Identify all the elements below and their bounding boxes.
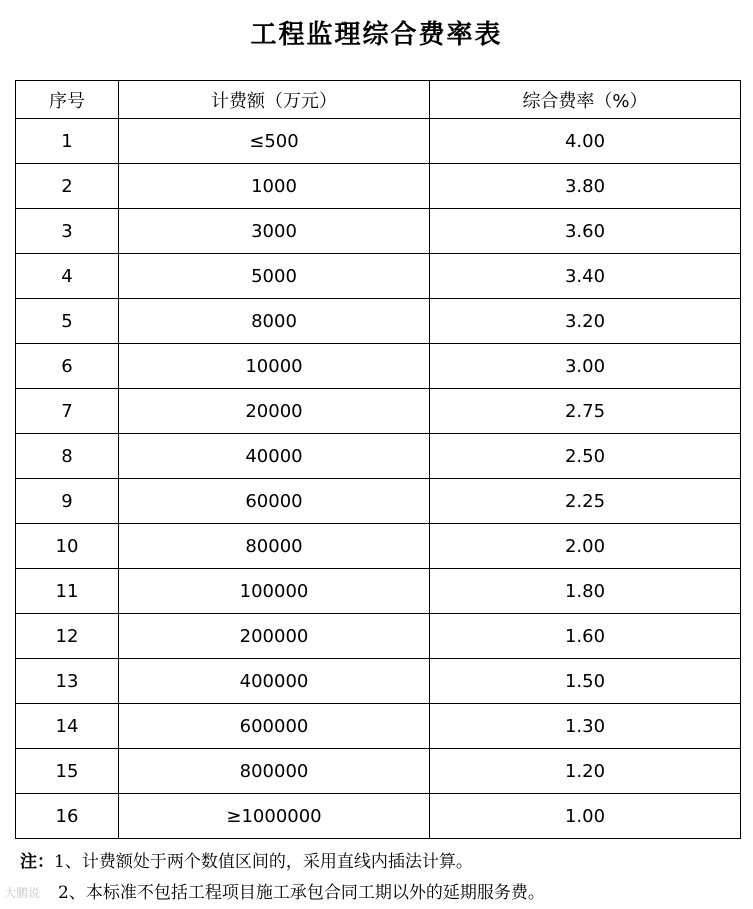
header-fee-amount: 计费额（万元） xyxy=(119,81,430,119)
cell-rate: 3.20 xyxy=(430,299,741,344)
table-row xyxy=(16,659,741,704)
note-line-1 xyxy=(20,847,740,878)
table-row xyxy=(16,299,741,344)
cell-rate: 1.50 xyxy=(430,659,741,704)
table-row xyxy=(16,479,741,524)
cell-rate: 1.60 xyxy=(430,614,741,659)
cell-rate: 2.75 xyxy=(430,389,741,434)
table-row xyxy=(16,209,741,254)
cell-fee-amount: ≥1000000 xyxy=(119,794,430,839)
header-rate: 综合费率（%） xyxy=(430,81,741,119)
page-title: 工程监理综合费率表 xyxy=(250,20,503,50)
table-row xyxy=(16,794,741,839)
cell-rate: 1.30 xyxy=(430,704,741,749)
header-index: 序号 xyxy=(16,81,119,119)
table-row xyxy=(16,164,741,209)
table-row xyxy=(16,344,741,389)
cell-fee-amount: 80000 xyxy=(119,524,430,569)
cell-index: 13 xyxy=(16,659,119,704)
cell-fee-amount: 3000 xyxy=(119,209,430,254)
cell-index: 3 xyxy=(16,209,119,254)
cell-index: 1 xyxy=(16,119,119,164)
cell-rate: 3.60 xyxy=(430,209,741,254)
note-text-1: 1、计费额处于两个数值区间的，采用直线内插法计算。 xyxy=(54,852,473,872)
table-row xyxy=(16,704,741,749)
watermark: 大鹏说 xyxy=(4,886,41,900)
cell-rate: 3.40 xyxy=(430,254,741,299)
cell-fee-amount: 800000 xyxy=(119,749,430,794)
note-prefix: 注： xyxy=(20,852,54,872)
table-row xyxy=(16,614,741,659)
cell-fee-amount: 600000 xyxy=(119,704,430,749)
table-row xyxy=(16,119,741,164)
cell-rate: 2.50 xyxy=(430,434,741,479)
cell-rate: 4.00 xyxy=(430,119,741,164)
cell-index: 14 xyxy=(16,704,119,749)
cell-index: 9 xyxy=(16,479,119,524)
cell-index: 11 xyxy=(16,569,119,614)
cell-rate: 3.00 xyxy=(430,344,741,389)
cell-index: 6 xyxy=(16,344,119,389)
cell-fee-amount: 5000 xyxy=(119,254,430,299)
cell-index: 5 xyxy=(16,299,119,344)
table-row xyxy=(16,434,741,479)
table-row xyxy=(16,254,741,299)
table-header-row xyxy=(16,81,741,119)
cell-index: 10 xyxy=(16,524,119,569)
cell-fee-amount: ≤500 xyxy=(119,119,430,164)
cell-fee-amount: 100000 xyxy=(119,569,430,614)
cell-fee-amount: 60000 xyxy=(119,479,430,524)
table-row xyxy=(16,569,741,614)
cell-index: 7 xyxy=(16,389,119,434)
table-row xyxy=(16,524,741,569)
note-text-2: 2、本标准不包括工程项目施工承包合同工期以外的延期服务费。 xyxy=(58,883,545,903)
cell-index: 2 xyxy=(16,164,119,209)
cell-fee-amount: 8000 xyxy=(119,299,430,344)
cell-rate: 1.80 xyxy=(430,569,741,614)
table-body xyxy=(16,119,741,839)
cell-rate: 2.25 xyxy=(430,479,741,524)
cell-rate: 2.00 xyxy=(430,524,741,569)
note-line-2 xyxy=(20,878,740,909)
cell-fee-amount: 20000 xyxy=(119,389,430,434)
cell-rate: 3.80 xyxy=(430,164,741,209)
cell-index: 4 xyxy=(16,254,119,299)
cell-rate: 1.00 xyxy=(430,794,741,839)
table-row xyxy=(16,389,741,434)
cell-fee-amount: 200000 xyxy=(119,614,430,659)
notes xyxy=(20,847,740,909)
rate-table xyxy=(15,80,741,839)
cell-fee-amount: 400000 xyxy=(119,659,430,704)
cell-index: 15 xyxy=(16,749,119,794)
cell-index: 16 xyxy=(16,794,119,839)
cell-fee-amount: 1000 xyxy=(119,164,430,209)
cell-index: 12 xyxy=(16,614,119,659)
table-row xyxy=(16,749,741,794)
cell-fee-amount: 40000 xyxy=(119,434,430,479)
cell-index: 8 xyxy=(16,434,119,479)
cell-fee-amount: 10000 xyxy=(119,344,430,389)
cell-rate: 1.20 xyxy=(430,749,741,794)
